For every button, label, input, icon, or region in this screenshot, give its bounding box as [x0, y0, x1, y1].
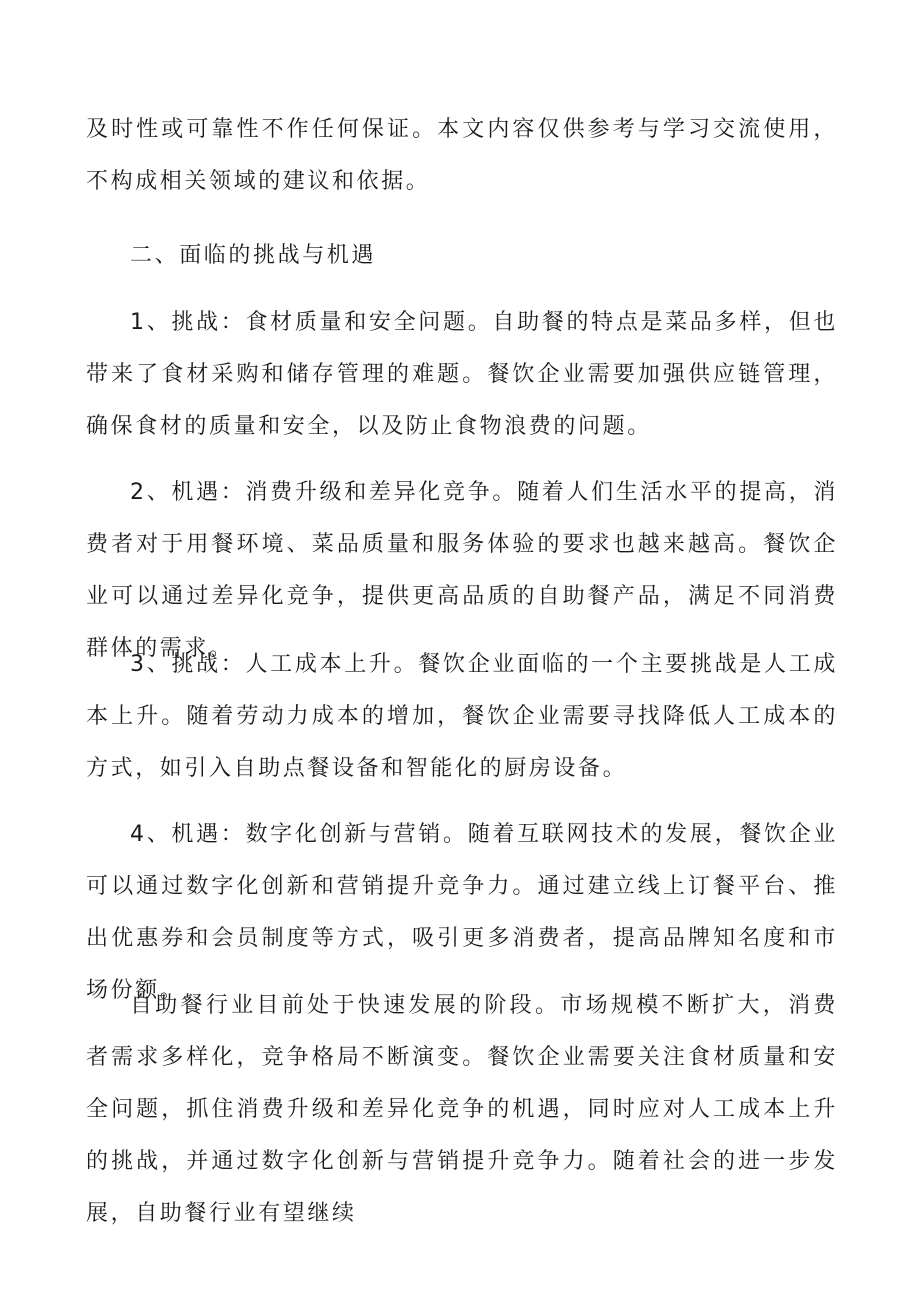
- section-heading: 二、面临的挑战与机遇: [130, 243, 377, 268]
- intro-tail-paragraph: 及时性或可靠性不作任何保证。本文内容仅供参考与学习交流使用，不构成相关领域的建议和依据。: [86, 117, 838, 194]
- opportunity-2-paragraph: 2、机遇：消费升级和差异化竞争。随着人们生活水平的提高，消费者对于用餐环境、菜品质量和服务体验的要求也越来越高。餐饮企业可以通过差异化竞争，提供更高品质的自助餐产品，满足不同消费群体的需求。: [86, 480, 838, 661]
- challenge-3-paragraph: 3、挑战：人工成本上升。餐饮企业面临的一个主要挑战是人工成本上升。随着劳动力成本的增加，餐饮企业需要寻找降低人工成本的方式，如引入自助点餐设备和智能化的厨房设备。: [86, 652, 838, 781]
- challenge-1-paragraph: 1、挑战：食材质量和安全问题。自助餐的特点是菜品多样，但也带来了食材采购和储存管理的难题。餐饮企业需要加强供应链管理，确保食材的质量和安全，以及防止食物浪费的问题。: [86, 310, 838, 439]
- summary-paragraph: 自助餐行业目前处于快速发展的阶段。市场规模不断扩大，消费者需求多样化，竞争格局不断演变。餐饮企业需要关注食材质量和安全问题，抓住消费升级和差异化竞争的机遇，同时应对人工成本上升的挑战，并通过数字化创新与营销提升竞争力。随着社会的进一步发展，自助餐行业有望继续: [86, 993, 838, 1226]
- opportunity-4-paragraph: 4、机遇：数字化创新与营销。随着互联网技术的发展，餐饮企业可以通过数字化创新和营销提升竞争力。通过建立线上订餐平台、推出优惠券和会员制度等方式，吸引更多消费者，提高品牌知名度和市场份额。: [86, 822, 838, 1003]
